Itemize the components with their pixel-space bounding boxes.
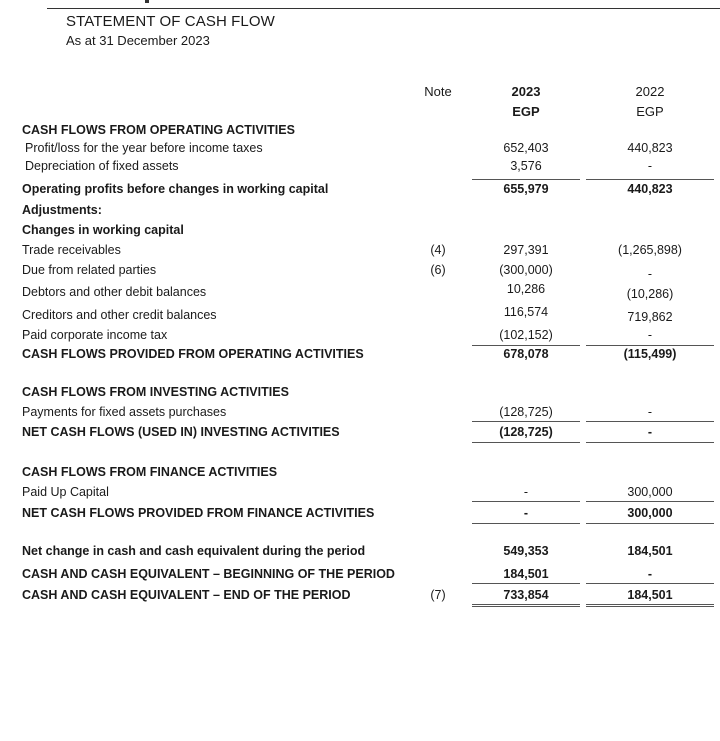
adjustments-heading: Adjustments: [22, 203, 102, 217]
section-heading-operating: CASH FLOWS FROM OPERATING ACTIVITIES [22, 123, 295, 137]
column-header-2023: 2023 [511, 84, 541, 99]
table-row-fixed-asset-payments: Payments for fixed assets purchases (128,725) - [22, 405, 653, 419]
table-row-finance-total: NET CASH FLOWS PROVIDED FROM FINANCE ACTIVITIES - 300,000 [22, 506, 673, 520]
table-row-creditors: Creditors and other credit balances 116,574 719,862 [22, 305, 673, 324]
table-row-due-related: Due from related parties (6) (300,000) - [22, 263, 653, 281]
table-row-tax: Paid corporate income tax (102,152) - [22, 328, 653, 342]
statement-date: As at 31 December 2023 [66, 33, 210, 48]
cropped-header-fragment [145, 0, 149, 3]
table-row-cash-end: CASH AND CASH EQUIVALENT – END OF THE PERIOD (7) 733,854 184,501 [22, 588, 673, 602]
grand-total-double-rule [472, 604, 580, 607]
total-rule [472, 523, 580, 524]
currency-2022: EGP [636, 104, 664, 119]
total-rule [586, 442, 714, 443]
subtotal-rule [472, 179, 580, 180]
total-rule [586, 523, 714, 524]
section-heading-investing: CASH FLOWS FROM INVESTING ACTIVITIES [22, 385, 289, 399]
column-header-note: Note [424, 84, 452, 99]
column-header-2022: 2022 [635, 84, 665, 99]
subtotal-rule [472, 421, 580, 422]
table-row-operating-profit: Operating profits before changes in working capital 655,979 440,823 [22, 182, 673, 196]
table-row-debtors: Debtors and other debit balances 10,286 (10,286) [22, 282, 674, 301]
table-row-trade-receivables: Trade receivables (4) 297,391 (1,265,898) [22, 243, 682, 257]
subtotal-rule [472, 583, 580, 584]
grand-total-double-rule [586, 604, 714, 607]
statement-title: STATEMENT OF CASH FLOW [66, 13, 275, 30]
table-row-paid-up-capital: Paid Up Capital - 300,000 [22, 485, 673, 499]
subtotal-rule [586, 501, 714, 502]
total-rule [472, 442, 580, 443]
subtotal-rule [472, 501, 580, 502]
subtotal-rule [586, 583, 714, 584]
working-capital-heading: Changes in working capital [22, 223, 184, 237]
subtotal-rule [586, 421, 714, 422]
table-row-operating-total: CASH FLOWS PROVIDED FROM OPERATING ACTIVITIES 678,078 (115,499) [22, 347, 677, 361]
currency-2023: EGP [512, 104, 540, 119]
subtotal-rule [586, 179, 714, 180]
section-heading-finance: CASH FLOWS FROM FINANCE ACTIVITIES [22, 465, 278, 479]
subtotal-rule [586, 345, 714, 346]
table-row-profit: Profit/loss for the year before income taxes 652,403 440,823 [25, 141, 673, 155]
subtotal-rule [472, 345, 580, 346]
table-row-investing-total: NET CASH FLOWS (USED IN) INVESTING ACTIVITIES (128,725) - [22, 425, 653, 439]
table-row-cash-beginning: CASH AND CASH EQUIVALENT – BEGINNING OF THE PERIOD 184,501 - [22, 567, 653, 581]
table-row-net-change: Net change in cash and cash equivalent during the period 549,353 184,501 [22, 544, 673, 558]
page-top-rule [47, 8, 720, 9]
table-row-depreciation: Depreciation of fixed assets 3,576 - [25, 159, 653, 173]
